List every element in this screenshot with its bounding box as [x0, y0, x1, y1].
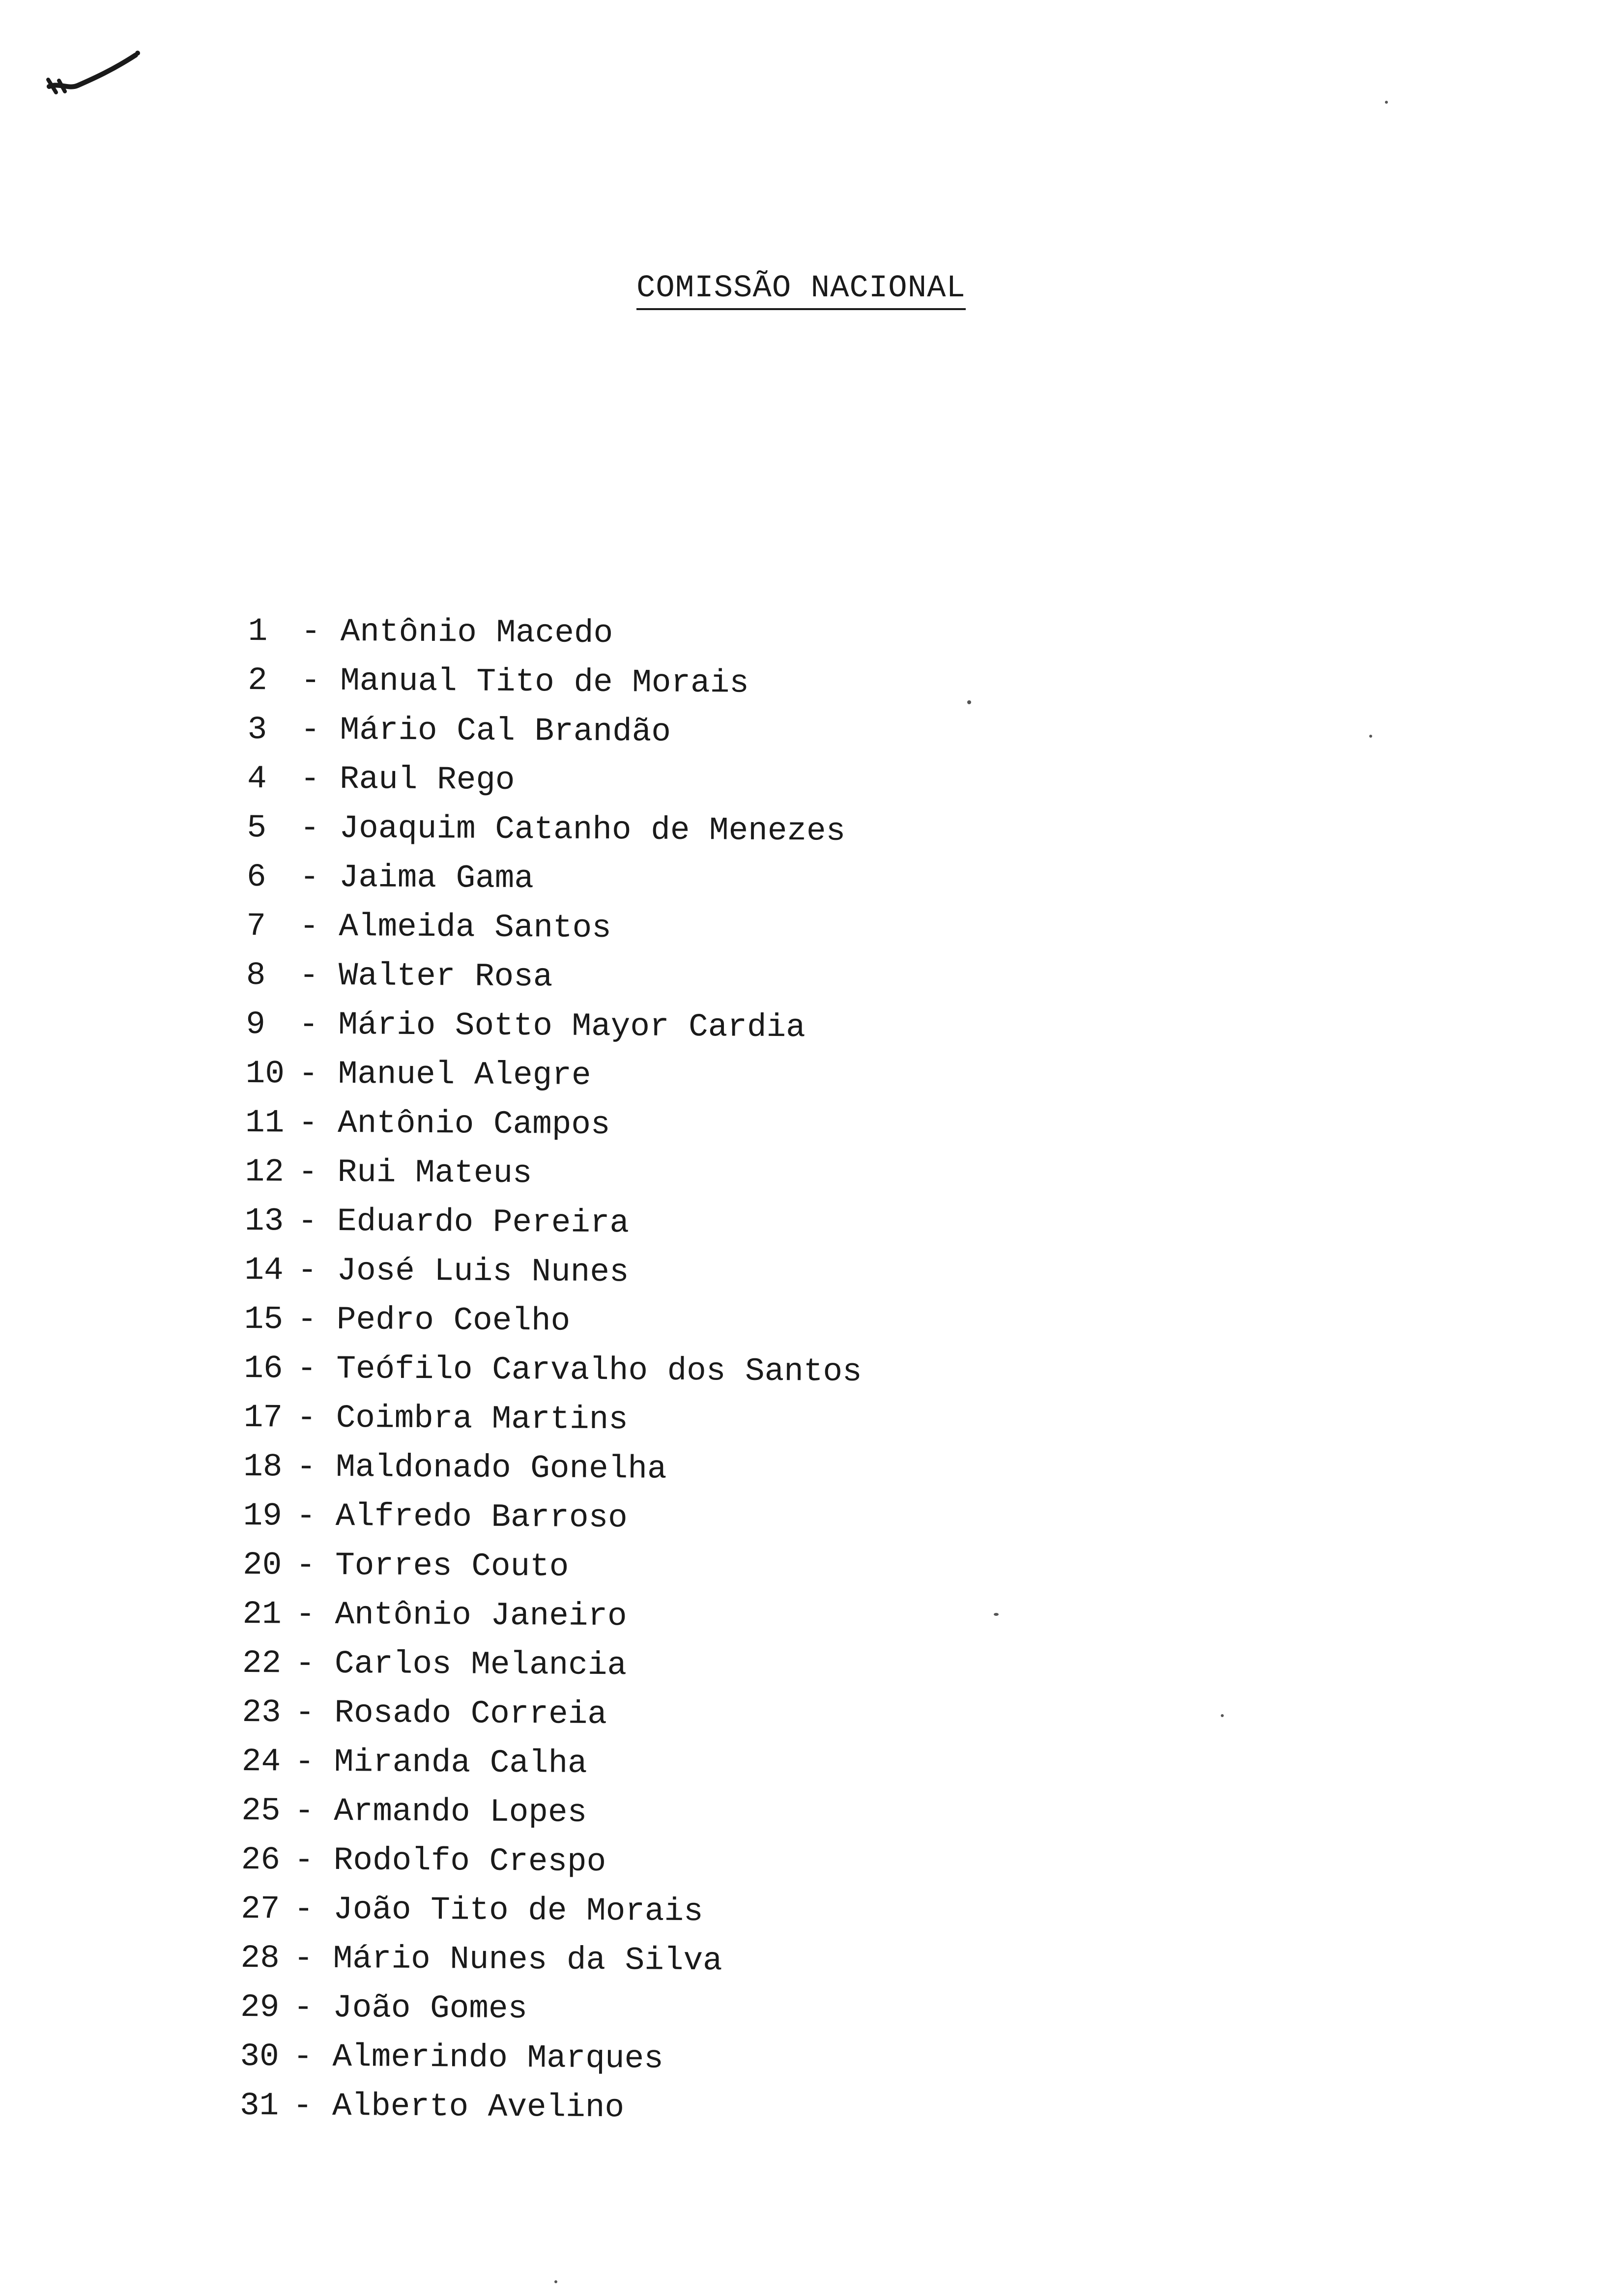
list-item-number: 30: [240, 2038, 279, 2075]
list-item-number: 15: [244, 1300, 284, 1338]
list-item-separator: -: [300, 711, 320, 748]
list-item: [248, 607, 866, 660]
paper-speck: [1221, 1714, 1224, 1717]
list-item-separator: -: [298, 1055, 318, 1092]
list-item-separator: -: [298, 1153, 318, 1191]
list-item: [242, 1737, 860, 1790]
list-item-name: Mário Nunes da Silva: [333, 1940, 722, 1980]
list-item-separator: -: [299, 957, 319, 994]
handwritten-check-mark: [39, 44, 147, 103]
list-item-name: Maldonado Gonelha: [336, 1449, 667, 1488]
list-item-number: 4: [247, 760, 267, 798]
list-item-name: Teófilo Carvalho dos Santos: [336, 1350, 862, 1390]
list-item: [244, 1295, 863, 1348]
list-item-number: 29: [240, 1988, 280, 2026]
paper-speck: [967, 700, 971, 704]
list-item-separator: -: [297, 1301, 317, 1338]
list-item-number: 31: [239, 2087, 279, 2124]
list-item-separator: -: [295, 1547, 316, 1584]
list-item-number: 14: [244, 1251, 284, 1289]
list-item: [245, 1098, 864, 1151]
list-item-number: 5: [247, 809, 267, 847]
list-item-separator: -: [300, 662, 320, 699]
list-item: [246, 951, 864, 1004]
list-item-name: Pedro Coelho: [336, 1301, 571, 1340]
list-item: [242, 1639, 861, 1692]
list-item-name: Mário Sotto Mayor Cardia: [338, 1006, 806, 1046]
list-item: [244, 1344, 862, 1397]
list-item: [247, 853, 865, 905]
list-item-number: 13: [244, 1202, 284, 1240]
list-item-separator: -: [296, 1399, 317, 1436]
list-item-name: José Luis Nunes: [337, 1252, 629, 1291]
list-item-name: Rodolfo Crespo: [333, 1842, 606, 1881]
list-item: [240, 1983, 859, 2036]
list-item: [240, 2081, 858, 2134]
list-item-name: Antônio Campos: [337, 1105, 610, 1144]
list-item-name: Miranda Calha: [334, 1744, 587, 1782]
document-title: COMISSÃO NACIONAL: [636, 273, 966, 310]
list-item-separator: -: [293, 1891, 314, 1928]
list-item-name: Coimbra Martins: [336, 1400, 629, 1438]
list-item-number: 26: [241, 1841, 281, 1879]
list-item-separator: -: [300, 760, 320, 798]
list-item: [247, 804, 865, 856]
list-item-number: 8: [246, 956, 266, 994]
list-item-name: Manual Tito de Morais: [340, 662, 749, 702]
list-item-separator: -: [294, 1792, 315, 1830]
list-item-number: 16: [244, 1349, 283, 1387]
list-item: [248, 656, 866, 709]
list-item-name: Rosado Correia: [334, 1694, 607, 1733]
list-item-name: Almerindo Marques: [332, 2038, 664, 2077]
list-item-number: 6: [246, 858, 266, 896]
list-item-separator: -: [294, 1743, 315, 1780]
list-item-number: 22: [242, 1644, 282, 1682]
list-item-separator: -: [295, 1645, 315, 1682]
list-item: [247, 754, 865, 807]
list-item-separator: -: [297, 1350, 317, 1387]
list-item-separator: -: [299, 859, 319, 896]
paper-speck: [554, 2280, 557, 2283]
list-item-number: 24: [241, 1743, 281, 1780]
list-item-number: 18: [243, 1448, 283, 1486]
list-item-separator: -: [293, 1940, 314, 1977]
list-item-name: Raul Rego: [339, 761, 515, 799]
list-item-number: 19: [243, 1497, 283, 1535]
list-item: [243, 1492, 861, 1544]
list-item: [241, 1786, 860, 1839]
list-item-name: Alberto Avelino: [332, 2088, 625, 2126]
list-item-name: Antônio Janeiro: [335, 1596, 627, 1635]
list-item-name: Jaima Gama: [339, 859, 534, 897]
list-item-number: 1: [248, 612, 268, 650]
list-item: [244, 1246, 863, 1298]
list-item-number: 28: [240, 1939, 280, 1977]
list-item-separator: -: [293, 1989, 313, 2026]
list-item: [245, 1049, 864, 1102]
list-item-separator: -: [296, 1448, 317, 1486]
list-item-separator: -: [296, 1497, 316, 1535]
list-item-separator: -: [300, 809, 320, 847]
list-item-number: 10: [245, 1055, 285, 1092]
list-item-number: 23: [242, 1693, 281, 1731]
list-item-number: 25: [241, 1792, 281, 1830]
list-item-separator: -: [297, 1203, 317, 1240]
list-item-separator: -: [297, 1252, 317, 1289]
list-item-number: 27: [240, 1890, 280, 1928]
list-item-number: 9: [246, 1005, 266, 1043]
list-item-number: 17: [243, 1399, 283, 1436]
list-item-name: João Gomes: [332, 1989, 528, 2028]
list-item-name: Eduardo Pereira: [337, 1203, 630, 1242]
list-item-separator: -: [299, 1006, 319, 1043]
list-item-number: 21: [242, 1595, 282, 1633]
list-item-separator: -: [292, 2087, 313, 2124]
list-item: [246, 902, 864, 954]
list-item: [247, 705, 865, 758]
member-list: [240, 607, 866, 2134]
paper-speck: [1369, 735, 1372, 738]
list-item: [240, 1934, 859, 1986]
list-item-name: Rui Mateus: [337, 1154, 532, 1192]
list-item-separator: -: [295, 1694, 315, 1731]
list-item-separator: -: [295, 1596, 316, 1633]
list-item-number: 7: [246, 907, 266, 945]
list-item-name: Joaquim Catanho de Menezes: [339, 810, 846, 850]
list-item-separator: -: [299, 908, 319, 945]
list-item: [245, 1197, 863, 1249]
list-item-number: 3: [247, 711, 267, 748]
list-item-separator: -: [301, 613, 321, 650]
list-item-number: 2: [247, 661, 267, 699]
list-item: [242, 1688, 860, 1741]
list-item-name: Manuel Alegre: [338, 1056, 591, 1094]
list-item-name: João Tito de Morais: [333, 1891, 703, 1930]
list-item: [241, 1885, 859, 1937]
list-item: [245, 1148, 863, 1200]
list-item-number: 11: [245, 1104, 285, 1142]
list-item-separator: -: [294, 1841, 314, 1879]
list-item-name: Mário Cal Brandão: [340, 712, 671, 750]
list-item-name: Antônio Macedo: [340, 613, 613, 652]
list-item: [242, 1590, 861, 1642]
list-item-name: Carlos Melancia: [334, 1645, 627, 1684]
list-item-name: Alfredo Barroso: [335, 1498, 628, 1537]
list-item-separator: -: [293, 2038, 313, 2075]
list-item: [241, 1836, 859, 1888]
list-item-name: Walter Rosa: [338, 957, 553, 996]
list-item: [240, 2032, 858, 2085]
list-item-number: 12: [245, 1153, 285, 1191]
list-item-name: Almeida Santos: [339, 908, 612, 947]
list-item-separator: -: [298, 1104, 318, 1142]
list-item: [246, 1000, 864, 1053]
list-item-number: 20: [242, 1546, 282, 1584]
list-item: [243, 1541, 861, 1593]
list-item: [243, 1442, 862, 1495]
paper-speck: [994, 1613, 999, 1616]
list-item-name: Armando Lopes: [334, 1793, 587, 1831]
list-item-name: Torres Couto: [335, 1547, 569, 1585]
paper-speck: [1385, 101, 1388, 104]
list-item: [244, 1393, 862, 1446]
